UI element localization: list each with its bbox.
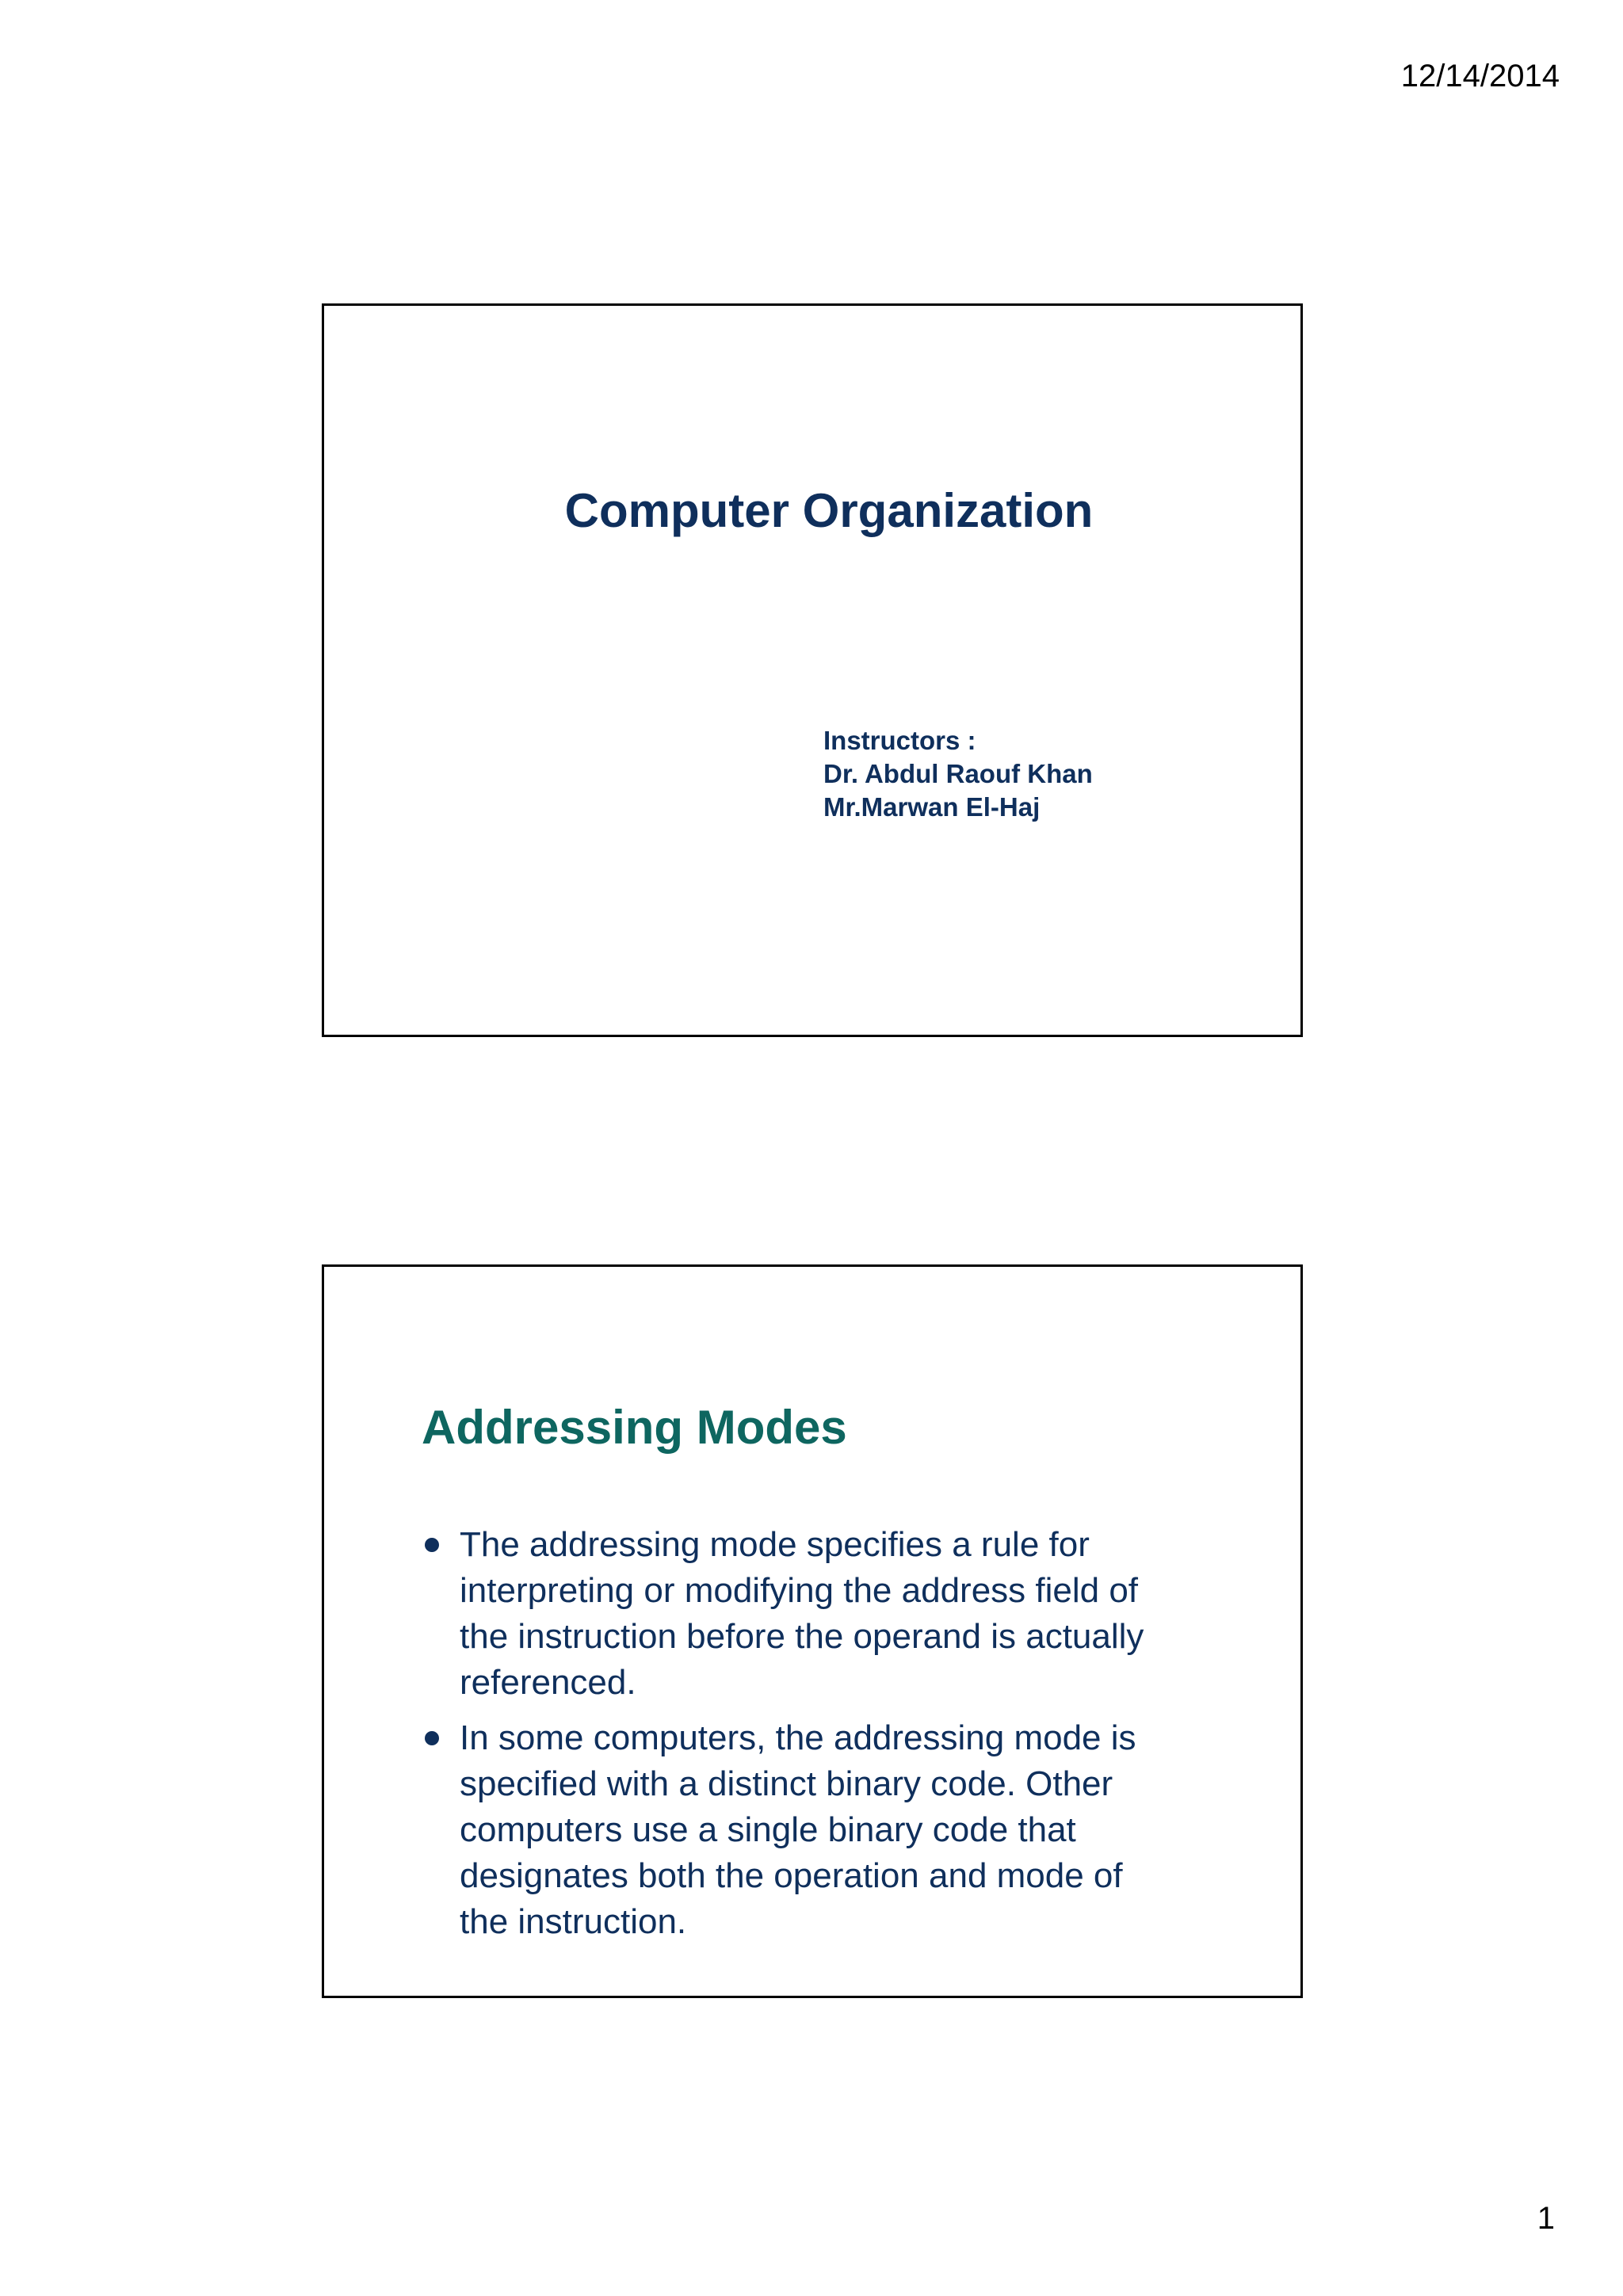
instructors-label: Instructors :	[823, 726, 976, 755]
bullet-dot-icon	[425, 1731, 439, 1745]
bullet-item	[422, 1522, 1246, 1706]
bullet-dot-icon	[425, 1538, 439, 1552]
bullet-line: designates both the operation and mode of	[460, 1856, 1123, 1895]
bullet-list	[422, 1522, 1246, 1955]
instructor-name: Mr.Marwan El-Haj	[823, 792, 1041, 822]
page-number: 1	[1537, 2201, 1555, 2236]
bullet-line: In some computers, the addressing mode is	[460, 1718, 1136, 1757]
bullet-item	[422, 1715, 1246, 1945]
slide-heading: Addressing Modes	[422, 1401, 847, 1454]
bullet-line: specified with a distinct binary code. Other	[460, 1764, 1113, 1803]
instructor-name: Dr. Abdul Raouf Khan	[823, 759, 1093, 788]
instructors-block	[823, 724, 1093, 824]
slide-title-heading: Computer Organization	[564, 484, 1094, 537]
bullet-line: The addressing mode specifies a rule for	[460, 1525, 1090, 1564]
slide-title	[322, 303, 1303, 1037]
page-date: 12/14/2014	[1400, 59, 1560, 93]
bullet-line: the instruction.	[460, 1902, 687, 1941]
bullet-line: interpreting or modifying the address field of	[460, 1571, 1139, 1610]
slide-addressing-modes	[322, 1264, 1303, 1998]
bullet-line: computers use a single binary code that	[460, 1810, 1076, 1849]
bullet-line: referenced.	[460, 1663, 636, 1702]
bullet-line: the instruction before the operand is actually	[460, 1617, 1144, 1656]
